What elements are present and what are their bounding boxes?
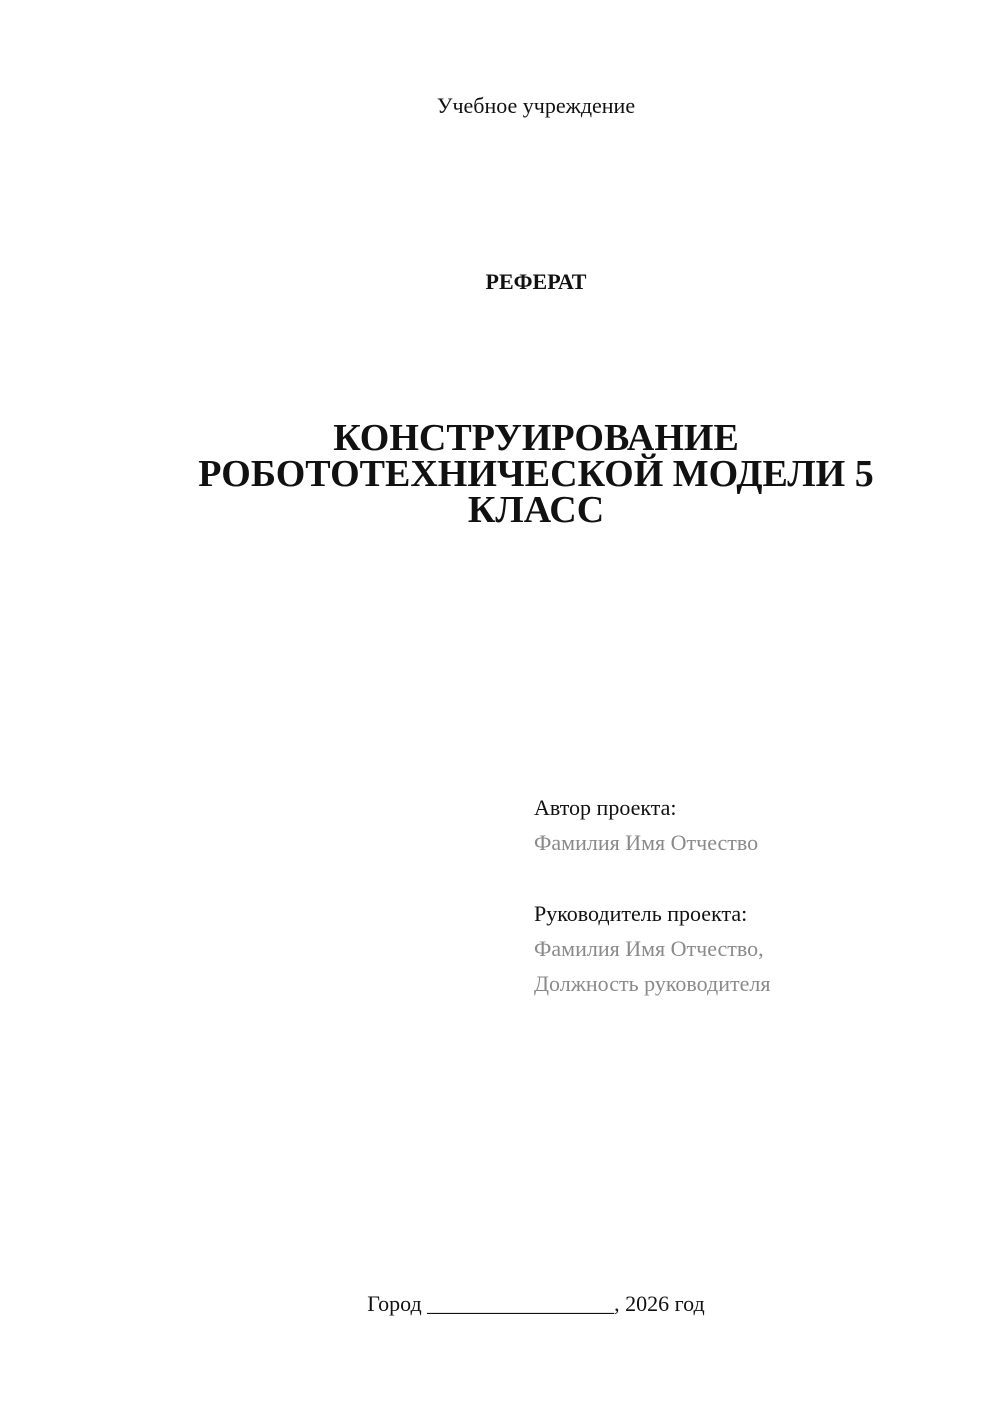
title-line-1: КОНСТРУИРОВАНИЕ [333, 417, 739, 459]
supervisor-name: Фамилия Имя Отчество, [534, 936, 764, 961]
project-info [534, 790, 770, 1001]
author-name: Фамилия Имя Отчество [534, 830, 759, 855]
supervisor-label: Руководитель проекта: [534, 901, 748, 926]
spacer [534, 860, 770, 896]
title-line-2: РОБОТОТЕХНИЧЕСКОЙ МОДЕЛИ 5 [198, 453, 874, 495]
institution-name: Учебное учреждение [436, 93, 636, 118]
supervisor-position: Должность руководителя [534, 971, 771, 996]
city-year-line: Город _________________, 2026 год [367, 1291, 705, 1316]
document-type: РЕФЕРАТ [485, 269, 587, 294]
title-line-3: КЛАСС [467, 489, 605, 531]
document-title [0, 417, 1000, 531]
author-label: Автор проекта: [534, 795, 677, 820]
